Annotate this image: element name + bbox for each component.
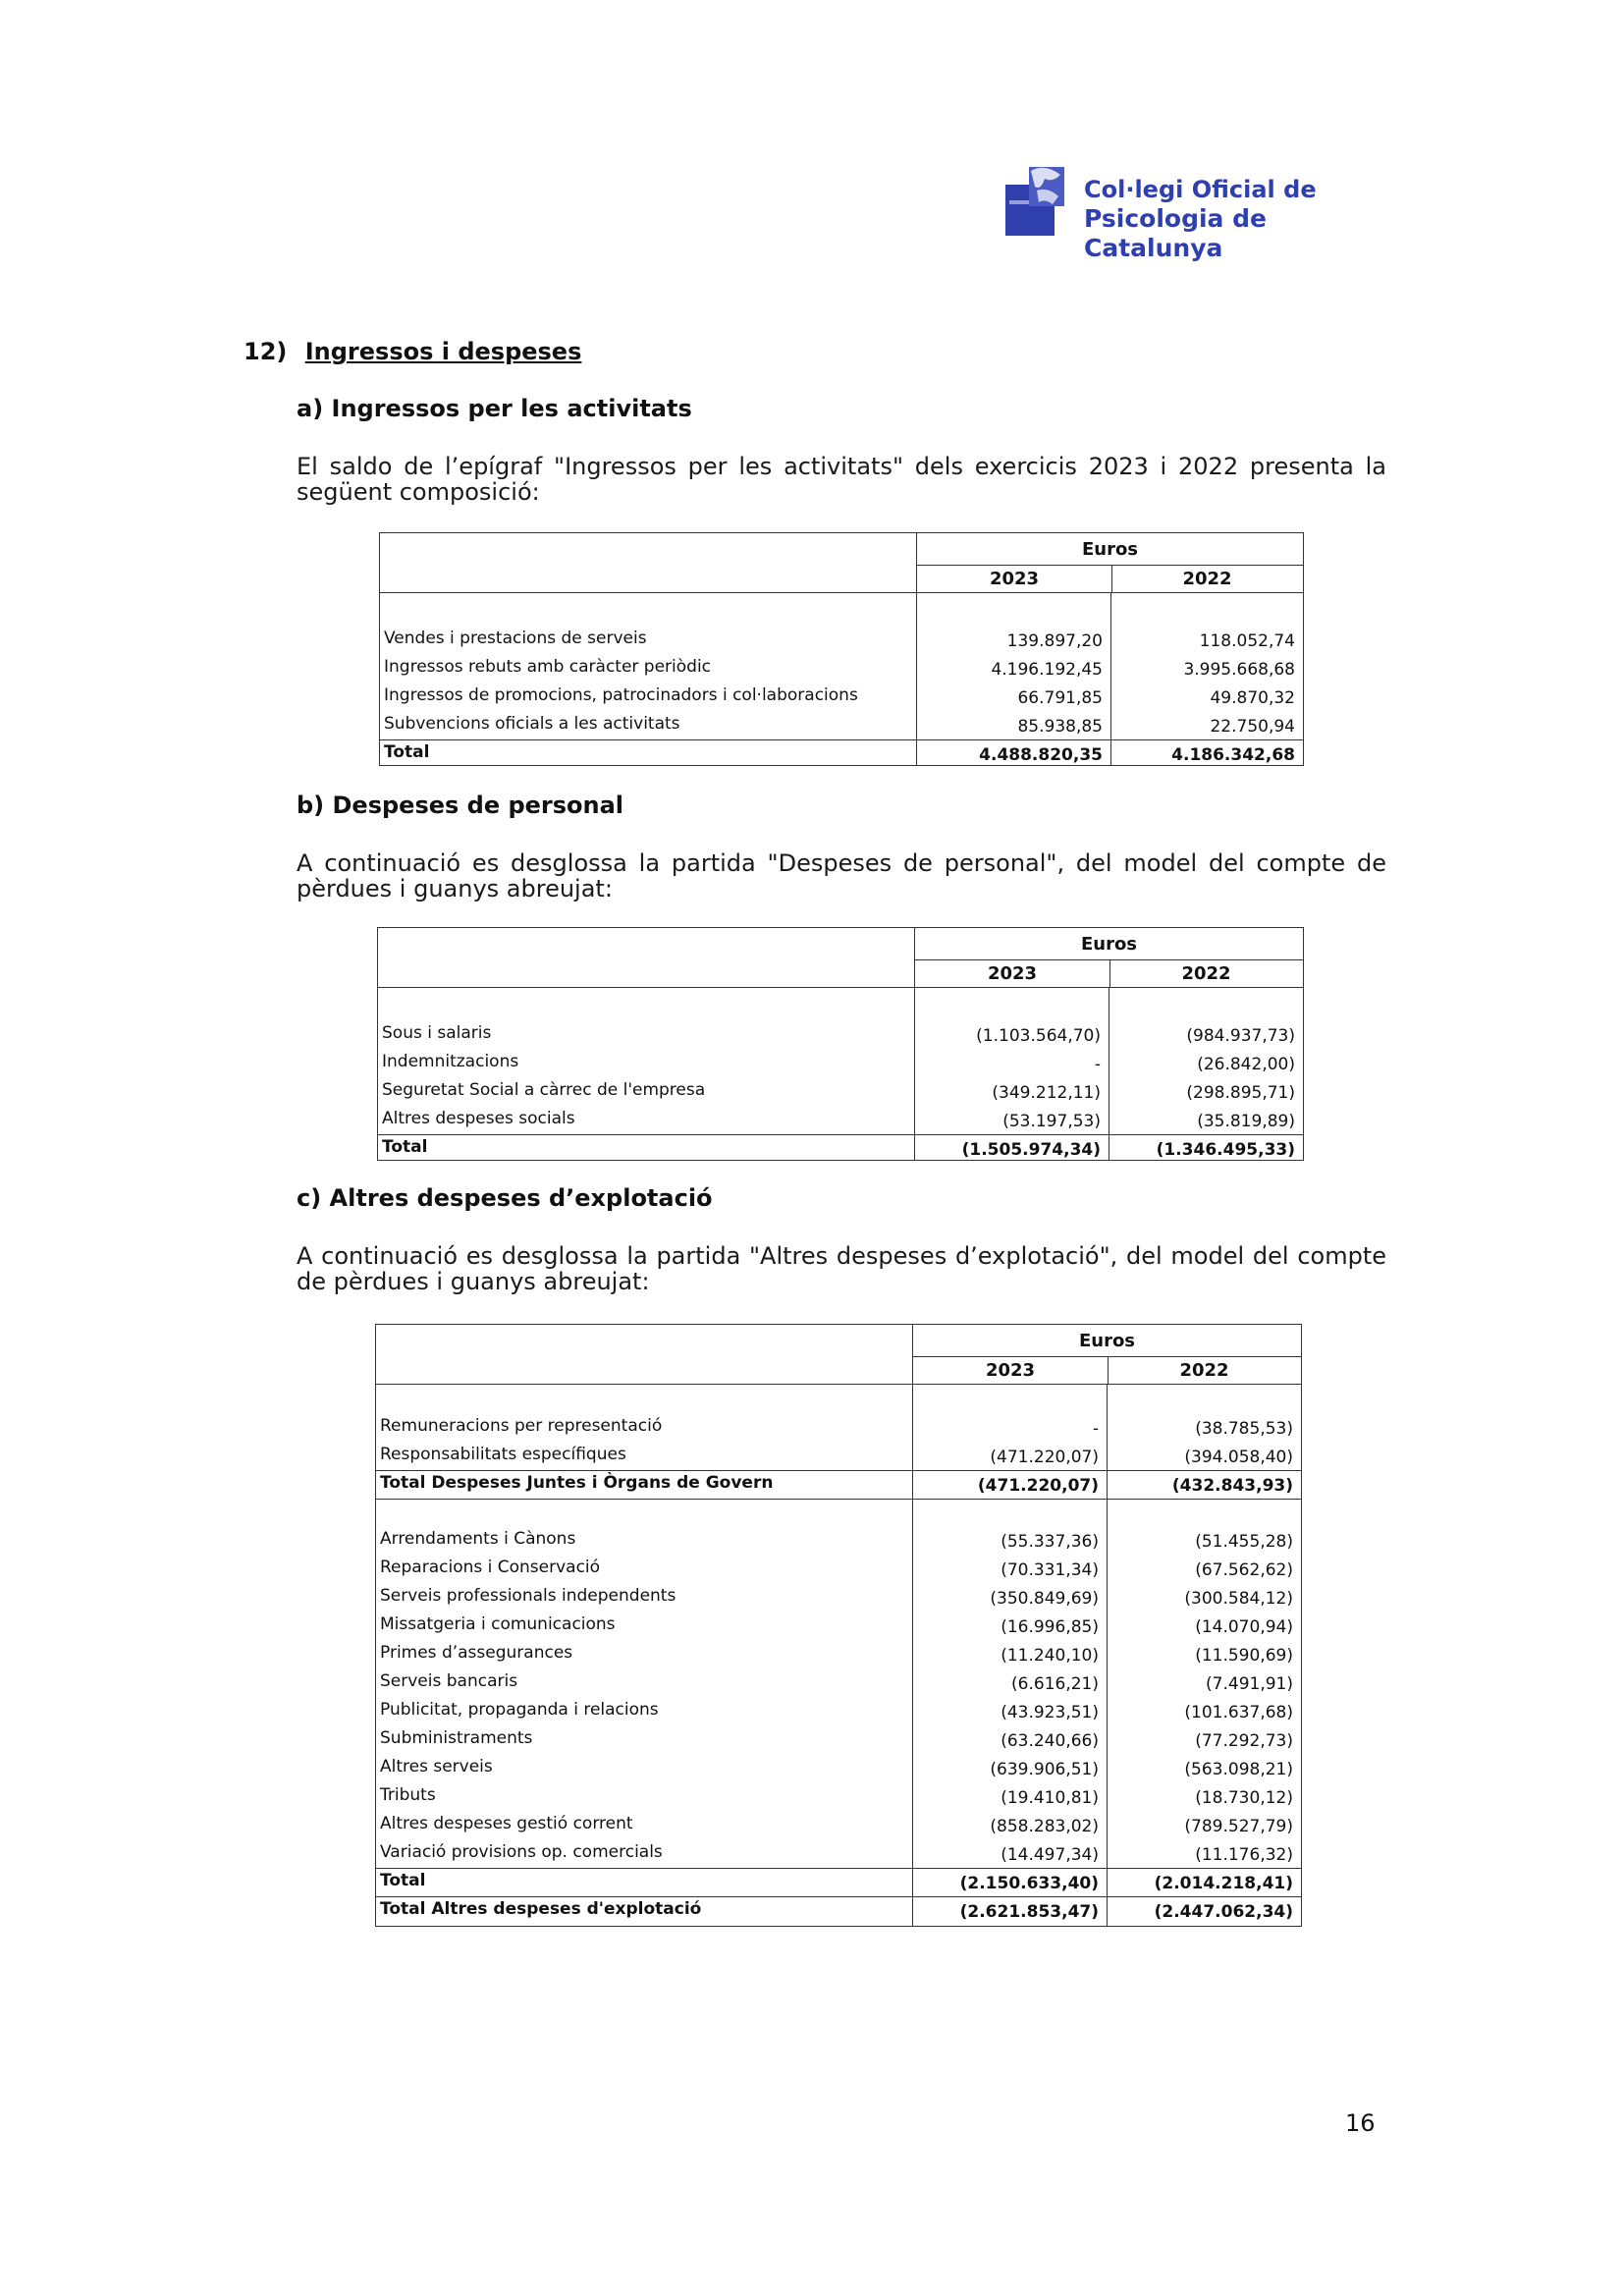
value-2022: (77.292,73)	[1195, 1731, 1293, 1751]
value-2022: (26.842,00)	[1197, 1055, 1295, 1074]
row-label: Sous i salaris	[382, 1023, 492, 1043]
row-label: Seguretat Social a càrrec de l'empresa	[382, 1080, 706, 1100]
row-label: Total	[382, 1137, 428, 1157]
total-row	[380, 739, 1303, 768]
table-row	[376, 1640, 1301, 1668]
table-row	[376, 1839, 1301, 1868]
row-label: Total Despeses Juntes i Òrgans de Govern	[380, 1473, 774, 1493]
value-2022: (101.637,68)	[1184, 1703, 1293, 1722]
table-row	[376, 1583, 1301, 1612]
row-label: Altres despeses socials	[382, 1109, 575, 1128]
value-2023: (639.906,51)	[990, 1760, 1099, 1779]
value-2022: (984.937,73)	[1186, 1026, 1295, 1046]
table-header	[378, 928, 1303, 988]
value-2022: 4.186.342,68	[1171, 745, 1295, 765]
value-2022: 49.870,32	[1210, 688, 1295, 708]
table-row	[376, 1442, 1301, 1470]
grand-total-row	[376, 1896, 1301, 1925]
value-2023: (19.410,81)	[1001, 1788, 1099, 1808]
personnel-expenses-table	[377, 927, 1304, 1161]
table-row	[380, 711, 1303, 739]
value-2022: (38.785,53)	[1195, 1419, 1293, 1439]
table-row	[380, 683, 1303, 711]
value-2022: 118.052,74	[1199, 631, 1295, 651]
value-2023: (11.240,10)	[1001, 1646, 1099, 1666]
value-2023: (349.212,11)	[992, 1083, 1101, 1103]
logo-emblem-icon	[1001, 161, 1072, 238]
row-label: Tributs	[380, 1785, 436, 1805]
table-row	[380, 654, 1303, 683]
row-label: Primes d’assegurances	[380, 1643, 573, 1663]
organization-logo	[1001, 157, 1394, 262]
row-label: Ingressos rebuts amb caràcter periòdic	[384, 657, 712, 677]
row-label: Reparacions i Conservació	[380, 1558, 601, 1577]
table-row	[378, 1049, 1303, 1077]
value-2023: (471.220,07)	[977, 1476, 1099, 1496]
euros-label: Euros	[1078, 1331, 1136, 1351]
row-label: Total	[380, 1871, 426, 1890]
subtotal-row	[376, 1470, 1301, 1499]
value-2022: (789.527,79)	[1184, 1817, 1293, 1836]
year-2023-header: 2023	[989, 569, 1040, 589]
total-row	[378, 1134, 1303, 1163]
subsection-c-heading: c) Altres despeses d’explotació	[297, 1184, 713, 1212]
row-label: Total	[384, 742, 430, 762]
row-label: Serveis professionals independents	[380, 1586, 676, 1606]
value-2023: (2.150.633,40)	[959, 1874, 1099, 1893]
value-2022: (11.176,32)	[1195, 1845, 1293, 1865]
table-row	[380, 626, 1303, 654]
row-label: Altres serveis	[380, 1757, 493, 1777]
value-2023: 85.938,85	[1017, 717, 1103, 737]
row-label: Arrendaments i Cànons	[380, 1529, 576, 1549]
value-2022: (298.895,71)	[1186, 1083, 1295, 1103]
value-2023: (858.283,02)	[990, 1817, 1099, 1836]
table-row	[376, 1782, 1301, 1811]
subsection-b-heading: b) Despeses de personal	[297, 792, 624, 819]
row-label: Publicitat, propaganda i relacions	[380, 1700, 659, 1720]
row-label: Indemnitzacions	[382, 1052, 519, 1071]
value-2023: 4.488.820,35	[979, 745, 1103, 765]
row-label: Altres despeses gestió corrent	[380, 1814, 633, 1833]
row-label: Responsabilitats específiques	[380, 1445, 626, 1464]
income-table	[379, 532, 1304, 766]
table-row	[378, 1106, 1303, 1134]
value-2023: (14.497,34)	[1001, 1845, 1099, 1865]
table-header	[376, 1325, 1301, 1385]
subsection-c-text: A continuació es desglossa la partida "Altres despeses d’explotació", del model del compte de pèrdues i guanys abreujat:	[297, 1242, 1386, 1295]
table-row	[376, 1555, 1301, 1583]
table-row	[376, 1697, 1301, 1725]
row-label: Missatgeria i comunicacions	[380, 1614, 616, 1634]
table-row	[376, 1413, 1301, 1442]
value-2022: (1.346.495,33)	[1156, 1140, 1295, 1160]
value-2022: (35.819,89)	[1197, 1112, 1295, 1131]
subsection-b-text: A continuació es desglossa la partida "Despeses de personal", del model del compte de pèrdues i guanys abreujat:	[297, 849, 1386, 902]
value-2022: (394.058,40)	[1184, 1448, 1293, 1467]
value-2022: (563.098,21)	[1184, 1760, 1293, 1779]
value-2022: (11.590,69)	[1195, 1646, 1293, 1666]
row-label: Remuneracions per representació	[380, 1416, 663, 1436]
value-2022: (67.562,62)	[1195, 1560, 1293, 1580]
value-2022: (51.455,28)	[1195, 1532, 1293, 1552]
year-2023-header: 2023	[985, 1360, 1036, 1381]
value-2022: (14.070,94)	[1195, 1617, 1293, 1637]
year-2022-header: 2022	[1182, 569, 1232, 589]
value-2023: (16.996,85)	[1001, 1617, 1099, 1637]
value-2023: (6.616,21)	[1011, 1674, 1099, 1694]
table-row	[376, 1668, 1301, 1697]
euros-label: Euros	[1080, 934, 1138, 955]
value-2023: (471.220,07)	[990, 1448, 1099, 1467]
euros-label: Euros	[1081, 539, 1139, 560]
row-label: Vendes i prestacions de serveis	[384, 629, 647, 648]
value-2022: 22.750,94	[1210, 717, 1295, 737]
row-label: Ingressos de promocions, patrocinadors i col·laboracions	[384, 685, 858, 705]
value-2023: (43.923,51)	[1001, 1703, 1099, 1722]
table-row	[376, 1526, 1301, 1555]
value-2022: (432.843,93)	[1171, 1476, 1293, 1496]
section-number: 12)	[243, 338, 288, 365]
value-2023: 66.791,85	[1017, 688, 1103, 708]
org-name-line2: Psicologia de Catalunya	[1084, 204, 1267, 262]
table-header	[380, 533, 1303, 593]
value-2023: -	[1092, 1419, 1099, 1439]
value-2023: 4.196.192,45	[991, 660, 1103, 680]
row-label: Variació provisions op. comercials	[380, 1842, 663, 1862]
year-2022-header: 2022	[1181, 963, 1231, 984]
value-2022: (7.491,91)	[1206, 1674, 1293, 1694]
org-name-line1: Col·legi Oficial de	[1084, 176, 1317, 203]
row-label: Subvencions oficials a les activitats	[384, 714, 680, 734]
table-row	[378, 1077, 1303, 1106]
row-label: Subministraments	[380, 1728, 533, 1748]
page-number: 16	[1345, 2109, 1376, 2137]
value-2022: (2.014.218,41)	[1154, 1874, 1293, 1893]
value-2023: (350.849,69)	[990, 1589, 1099, 1609]
value-2022: (18.730,12)	[1195, 1788, 1293, 1808]
value-2023: (70.331,34)	[1001, 1560, 1099, 1580]
row-label: Total Altres despeses d'explotació	[380, 1899, 702, 1919]
value-2023: (2.621.853,47)	[959, 1902, 1099, 1922]
year-2022-header: 2022	[1179, 1360, 1229, 1381]
value-2023: (55.337,36)	[1001, 1532, 1099, 1552]
value-2023: (63.240,66)	[1001, 1731, 1099, 1751]
value-2023: 139.897,20	[1006, 631, 1103, 651]
table-row	[376, 1754, 1301, 1782]
subsection-a-heading: a) Ingressos per les activitats	[297, 395, 692, 422]
section-heading	[243, 338, 581, 365]
total-row	[376, 1868, 1301, 1896]
table-row	[376, 1612, 1301, 1640]
value-2022: 3.995.668,68	[1183, 660, 1295, 680]
subsection-a-text: El saldo de l’epígraf "Ingressos per les activitats" dels exercicis 2023 i 2022 presenta la següent composició:	[297, 453, 1386, 506]
value-2023: (53.197,53)	[1002, 1112, 1101, 1131]
value-2023: (1.505.974,34)	[961, 1140, 1101, 1160]
section-title: Ingressos i despeses	[304, 338, 582, 365]
operating-expenses-table	[375, 1324, 1302, 1927]
table-row	[378, 1020, 1303, 1049]
value-2022: (2.447.062,34)	[1154, 1902, 1293, 1922]
value-2022: (300.584,12)	[1184, 1589, 1293, 1609]
year-2023-header: 2023	[987, 963, 1038, 984]
table-row	[376, 1811, 1301, 1839]
value-2023: -	[1094, 1055, 1101, 1074]
row-label: Serveis bancaris	[380, 1671, 518, 1691]
table-row	[376, 1725, 1301, 1754]
value-2023: (1.103.564,70)	[976, 1026, 1101, 1046]
